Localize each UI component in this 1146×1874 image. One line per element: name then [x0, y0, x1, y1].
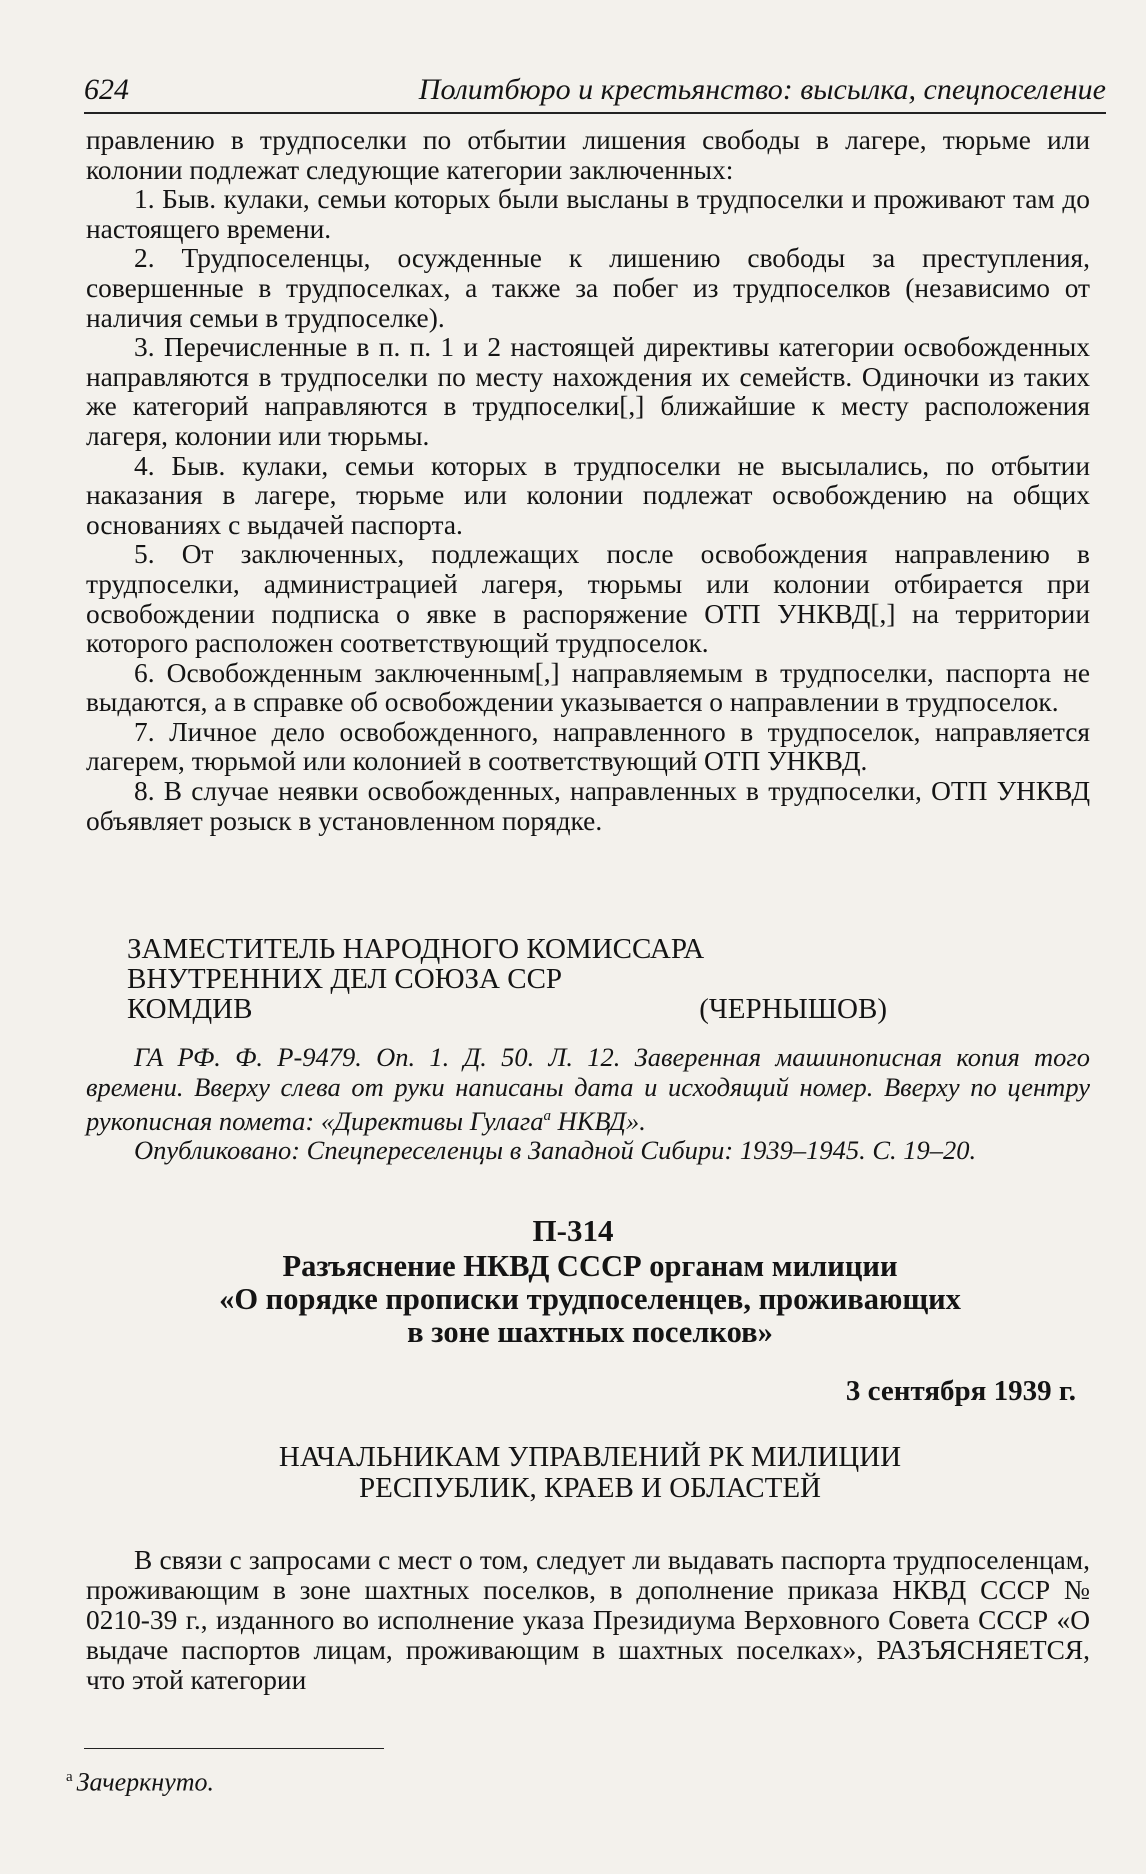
- paragraph-item-7: 7. Личное дело освобожденного, направленного в трудпоселок, направляется лагерем, тюрьмой или колонией в соответствующий ОТП УНКВД.: [86, 716, 1090, 777]
- footnote-mark: а: [66, 1769, 73, 1785]
- signature-position: КОМДИВ: [127, 993, 253, 1025]
- page-header: [84, 66, 1106, 114]
- paragraph-item-4: 4. Быв. кулаки, семьи которых в трудпоселки не высылались, по отбытии наказания в лагере, тюрьме или колонии подлежат освобождению на общих основаниях с выдачей паспорта.: [86, 450, 1090, 540]
- signature-row: [127, 994, 887, 1024]
- archive-source: [86, 1043, 1090, 1166]
- page-number: 624: [84, 73, 129, 106]
- signature-name: (ЧЕРНЫШОВ): [699, 993, 887, 1025]
- paragraph-item-6: 6. Освобожденным заключенным[,] направляемым в трудпоселки, паспорта не выдаются, а в справке об освобождении указывается о направлении в трудпоселок.: [86, 657, 1090, 718]
- archive-reference: ГА РФ. Ф. Р-9479. Оп. 1. Д. 50. Л. 12. Заверенная машинописная копия того времени. Вверху слева от руки написаны дата и исходящий номер. Вверху по центру рукописная помета: «Директивы Гулага$^а$ НКВД».: [86, 1042, 1090, 1136]
- addressee: [200, 1442, 980, 1504]
- addressee-line-1: НАЧАЛЬНИКАМ УПРАВЛЕНИЙ РК МИЛИЦИИ: [278, 1441, 902, 1473]
- paragraph-item-1: 1. Быв. кулаки, семьи которых были высланы в трудпоселки и проживают там до настоящего времени.: [86, 184, 1090, 244]
- document-number: П-314: [532, 1213, 614, 1248]
- document-title: [120, 1250, 1060, 1349]
- paragraph-item-5: 5. От заключенных, подлежащих после освобождения направлению в трудпоселки, администрацией лагеря, тюрьмы или колонии отбирается при освобождении подписка о явке в распоряжение ОТП УНКВД[,] на территории которого расположен соответствующий трудпоселок.: [86, 539, 1090, 659]
- directive-body: [86, 126, 1090, 836]
- footnote-ref: а: [543, 1108, 551, 1124]
- explanation-text: [86, 1545, 1090, 1695]
- paragraph-item-8: 8. В случае неявки освобожденных, направленных в трудпоселки, ОТП УНКВД объявляет розыск в установленном порядке.: [86, 776, 1090, 836]
- paragraph-item-2: 2. Трудпоселенцы, осужденные к лишению свободы за преступления, совершенные в трудпоселках, а также за побег из трудпоселков (независимо от наличия семьи в трудпоселке).: [86, 243, 1090, 333]
- document-date: 3 сентября 1939 г.: [845, 1375, 1076, 1407]
- explanation-paragraph: В связи с запросами с мест о том, следует ли выдавать паспорта трудпоселенцам, проживающим в зоне шахтных поселков, в дополнение приказа НКВД СССР № 0210-39 г., изданного во исполнение указа Президиума Верховного Совета СССР «О выдаче паспортов лицам, проживающим в шахтных поселках», РАЗЪЯСНЯЕТСЯ, что этой категории: [86, 1545, 1090, 1695]
- document-title-line-3: в зоне шахтных поселков»: [407, 1315, 773, 1349]
- signature-line-1: ЗАМЕСТИТЕЛЬ НАРОДНОГО КОМИССАРА: [127, 933, 705, 965]
- signature-line-2: ВНУТРЕННИХ ДЕЛ СОЮЗА ССР: [127, 963, 563, 995]
- footnote: [66, 1762, 214, 1798]
- signature-block: [127, 934, 887, 1024]
- footnote-divider: [84, 1748, 384, 1749]
- publication-reference: Опубликовано: Спецпереселенцы в Западной Сибири: 1939–1945. С. 19–20.: [134, 1135, 977, 1166]
- footnote-text: Зачеркнуто.: [76, 1767, 215, 1797]
- running-title: Политбюро и крестьянство: высылка, спецпоселение: [418, 73, 1106, 106]
- paragraph-intro: правлению в трудпоселки по отбытии лишения свободы в лагере, тюрьме или колонии подлежат следующие категории заключенных:: [86, 125, 1090, 185]
- addressee-line-2: РЕСПУБЛИК, КРАЕВ И ОБЛАСТЕЙ: [358, 1472, 821, 1504]
- paragraph-item-3: 3. Перечисленные в п. п. 1 и 2 настоящей директивы категории освобожденных направляются в трудпоселки по месту нахождения их семейств. Одиночки из таких же категорий направляются в трудпоселки[,] ближайшие к месту расположения лагеря, колонии или тюрьмы.: [86, 332, 1090, 451]
- document-title-line-2: «О порядке прописки трудпоселенцев, проживающих: [219, 1282, 961, 1316]
- document-title-line-1: Разъяснение НКВД СССР органам милиции: [282, 1249, 898, 1283]
